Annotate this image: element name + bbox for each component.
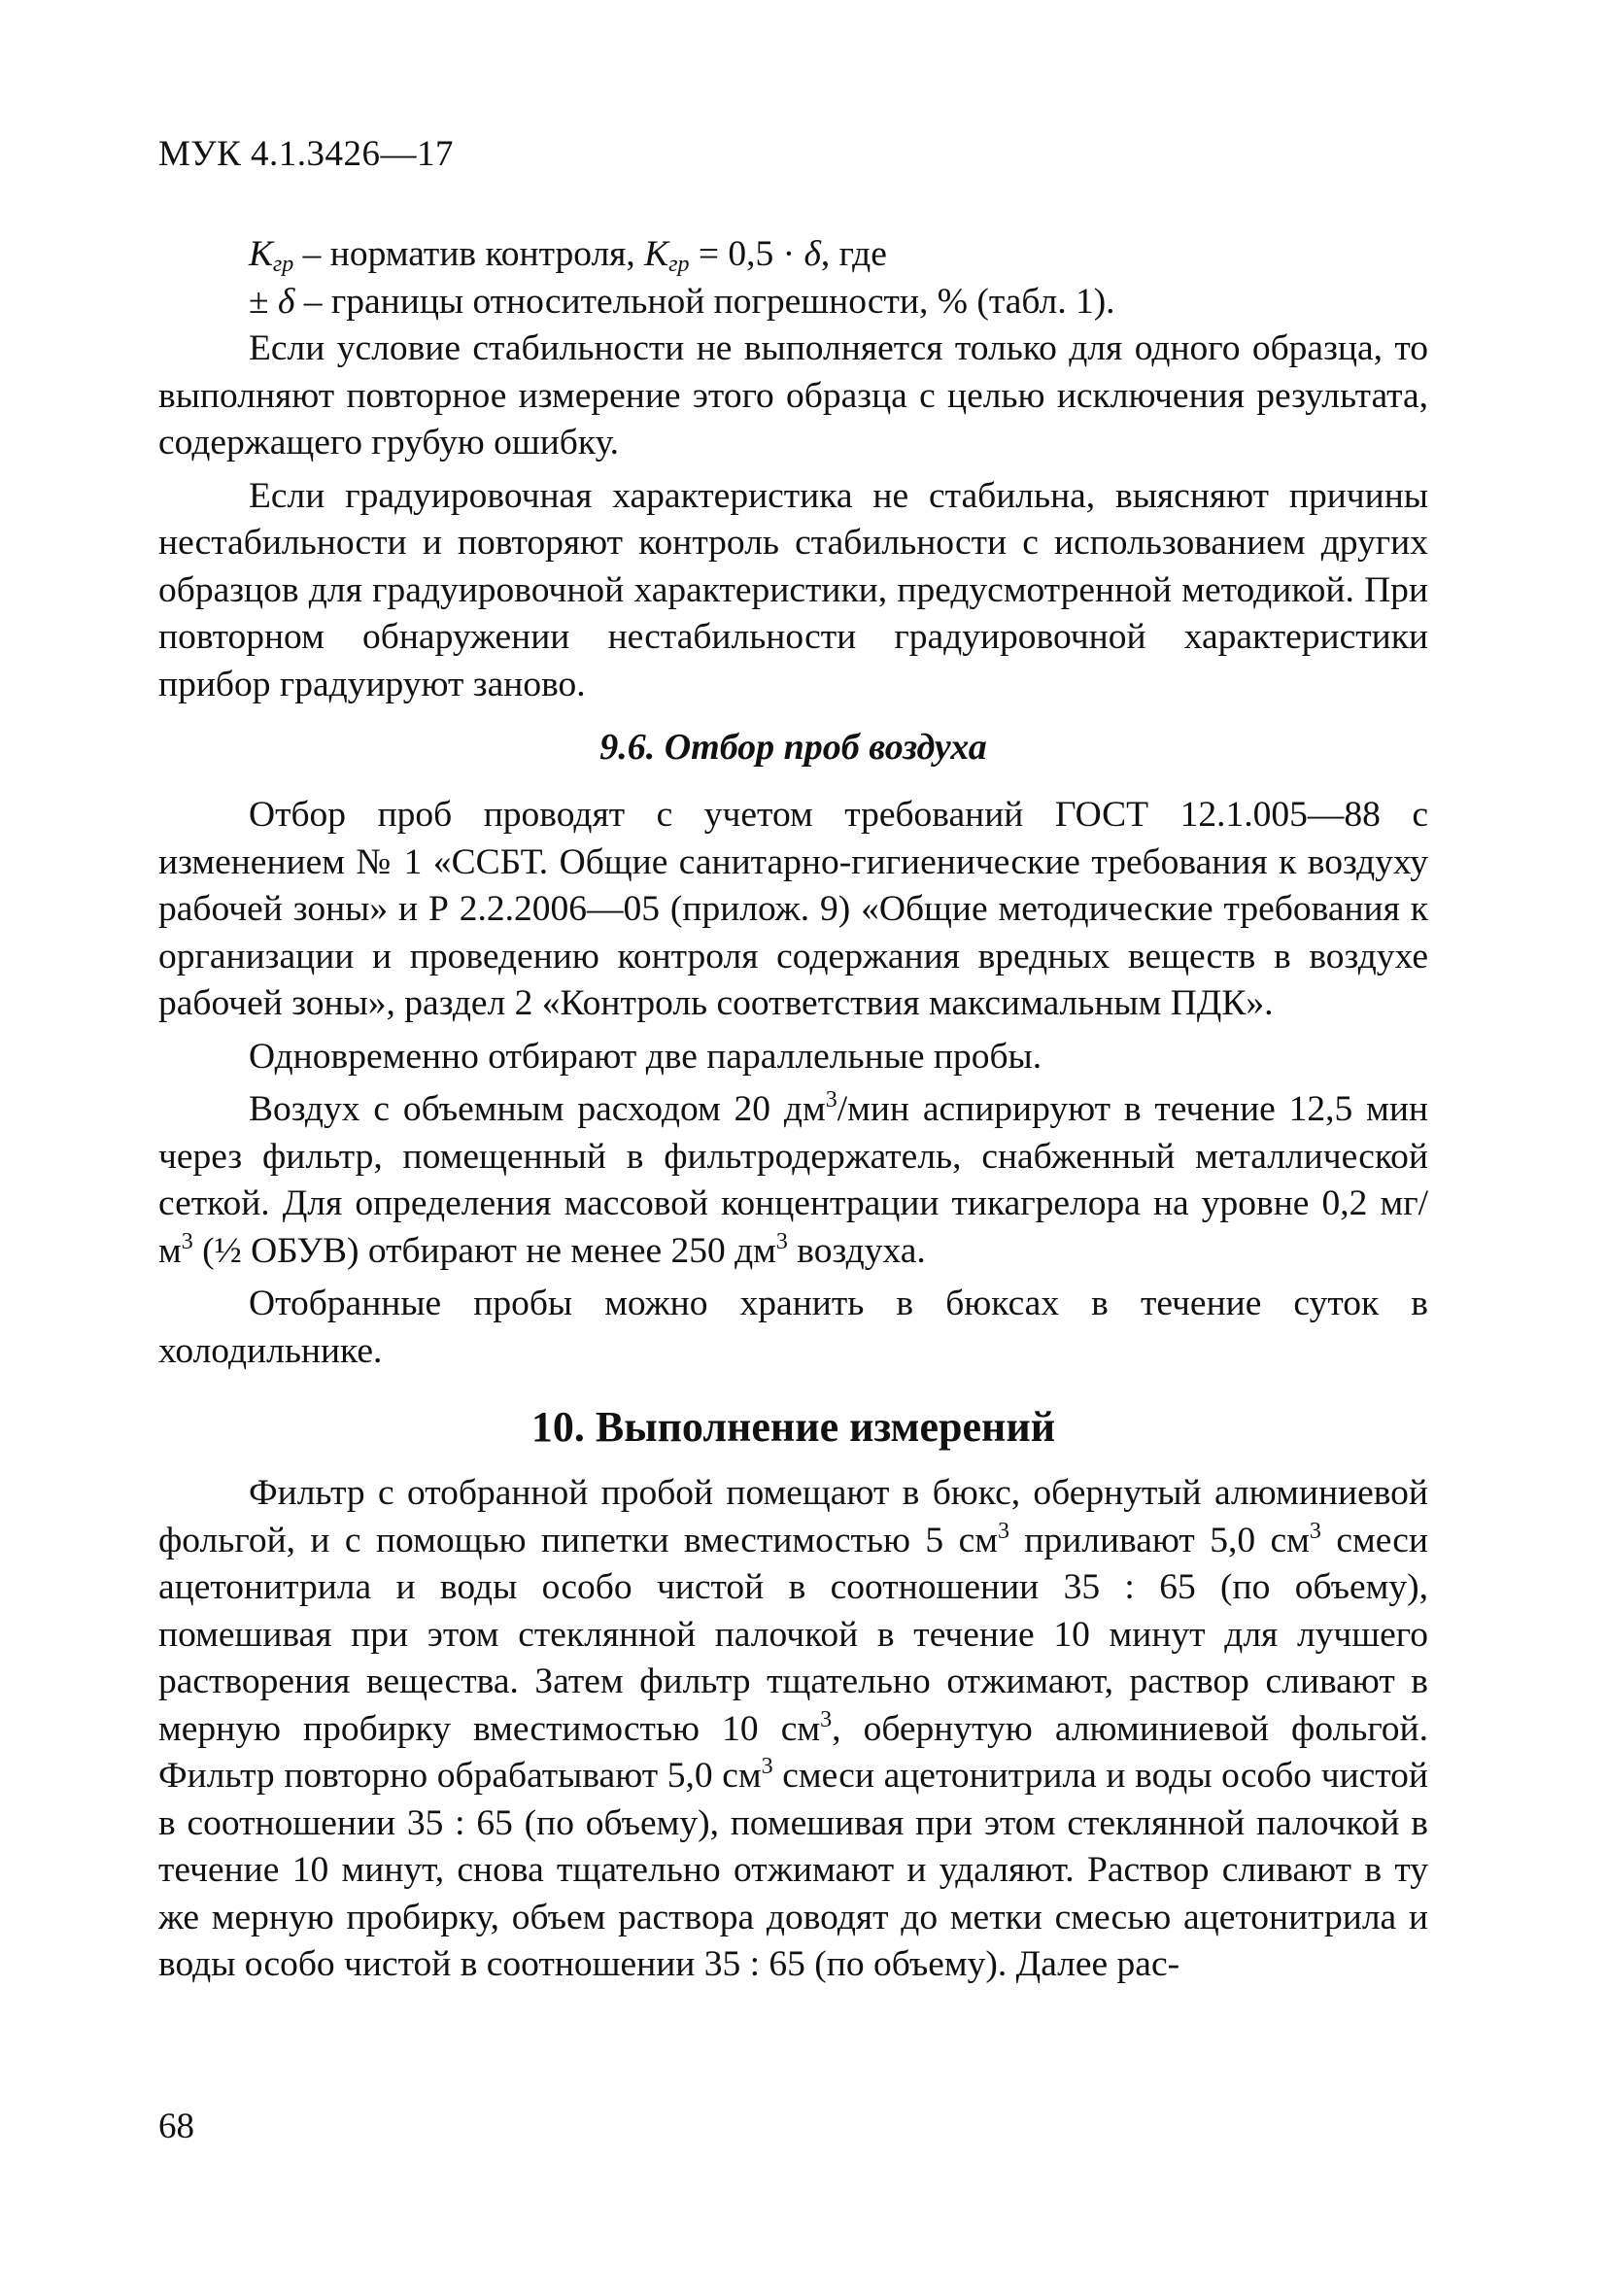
- subsection-title-air-sampling: 9.6. Отбор проб воздуха: [599, 727, 987, 768]
- formula-var-repeat: $К_{гр}$: [644, 234, 690, 277]
- paragraph-sampling-gost: Отбор проб проводят с учетом требований ГОСТ 12.1.005—88 с изменением № 1 «ССБТ. Общие санитарно-гигиенические требования к воздуху рабочей зоны» и Р 2.2.2006—05 (прилож. 9) «Общие методические требования к организации и проведению контроля содержания вредных веществ в воздухе рабочей зоны», раздел 2 «Контроль соответствия максимальным ПДК».: [158, 795, 1428, 1023]
- delta-definition-text: – границы относительной погрешности, % (табл. 1).: [294, 281, 1115, 322]
- paragraph-stability-single: Если условие стабильности не выполняется только для одного образца, то выполняют повторное измерение этого образца с целью исключения результата, содержащего грубую ошибку.: [158, 328, 1428, 463]
- page-number: 68: [158, 2107, 194, 2146]
- formula-equation: = 0,5 ·: [689, 234, 804, 274]
- section-title-measurements: 10. Выполнение измерений: [530, 1403, 1056, 1451]
- document-body: [158, 231, 1428, 1989]
- paragraph-parallel-samples: Одновременно отбирают две параллельные пробы.: [249, 1036, 1042, 1077]
- formula-var: $К_{гр}$: [249, 234, 294, 277]
- delta-symbol: δ: [277, 281, 295, 322]
- paragraph-sample-storage: Отобранные пробы можно хранить в бюксах в течение суток в холодильнике.: [158, 1284, 1428, 1371]
- formula-definition: – норматив контроля,: [293, 234, 645, 274]
- delta-definition-line: ± δ – границы относительной погрешности, % (табл. 1).: [249, 281, 1115, 322]
- document-code-header: МУК 4.1.3426—17: [158, 134, 455, 174]
- paragraph-air-flow: Воздух с объемным расходом 20 $дм^3$/мин аспирируют в течение 12,5 мин через фильтр, помещенный в фильтродержатель, снабженный металлической сеткой. Для определения массовой концентрации тикагрелора на уровне 0,2 $мг/м^3$ (½ ОБУВ) отбирают не менее 250 $дм^3$ воздуха.: [158, 1087, 1428, 1271]
- formula-tail: , где: [820, 234, 887, 274]
- formula-var-subscript: гр: [272, 252, 294, 277]
- formula-line: [158, 231, 1428, 279]
- paragraph-calibration-unstable: Если градуировочная характеристика не стабильна, выясняют причины нестабильности и повторяют контроль стабильности с использованием других образцов для градуировочной характеристики, предусмотренной методикой. При повторном обнаружении нестабильности градуировочной характеристики прибор градуируют заново.: [158, 475, 1428, 704]
- paragraph-measurement-procedure: Фильтр с отобранной пробой помещают в бюкс, обернутый алюминиевой фольгой, и с помощью пипетки вместимостью 5 $см^3$ приливают 5,0 $см^3$ смеси ацетонитрила и воды особо чистой в соотношении 35 : 65 (по объему), помешивая при этом стеклянной палочкой в течение 10 минут для лучшего растворения вещества. Затем фильтр тщательно отжимают, раствор сливают в мерную пробирку вместимостью 10 $см^3$, обернутую алюминиевой фольгой. Фильтр повторно обрабатывают 5,0 $см^3$ смеси ацетонитрила и воды особо чистой в соотношении 35 : 65 (по объему), помешивая при этом стеклянной палочкой в течение 10 минут, снова тщательно отжимают и удаляют. Раствор сливают в ту же мерную пробирку, объем раствора доводят до метки смесью ацетонитрила и воды особо чистой в соотношении 35 : 65 (по объему). Далее рас-: [158, 1473, 1428, 1984]
- formula-delta: δ: [803, 234, 821, 274]
